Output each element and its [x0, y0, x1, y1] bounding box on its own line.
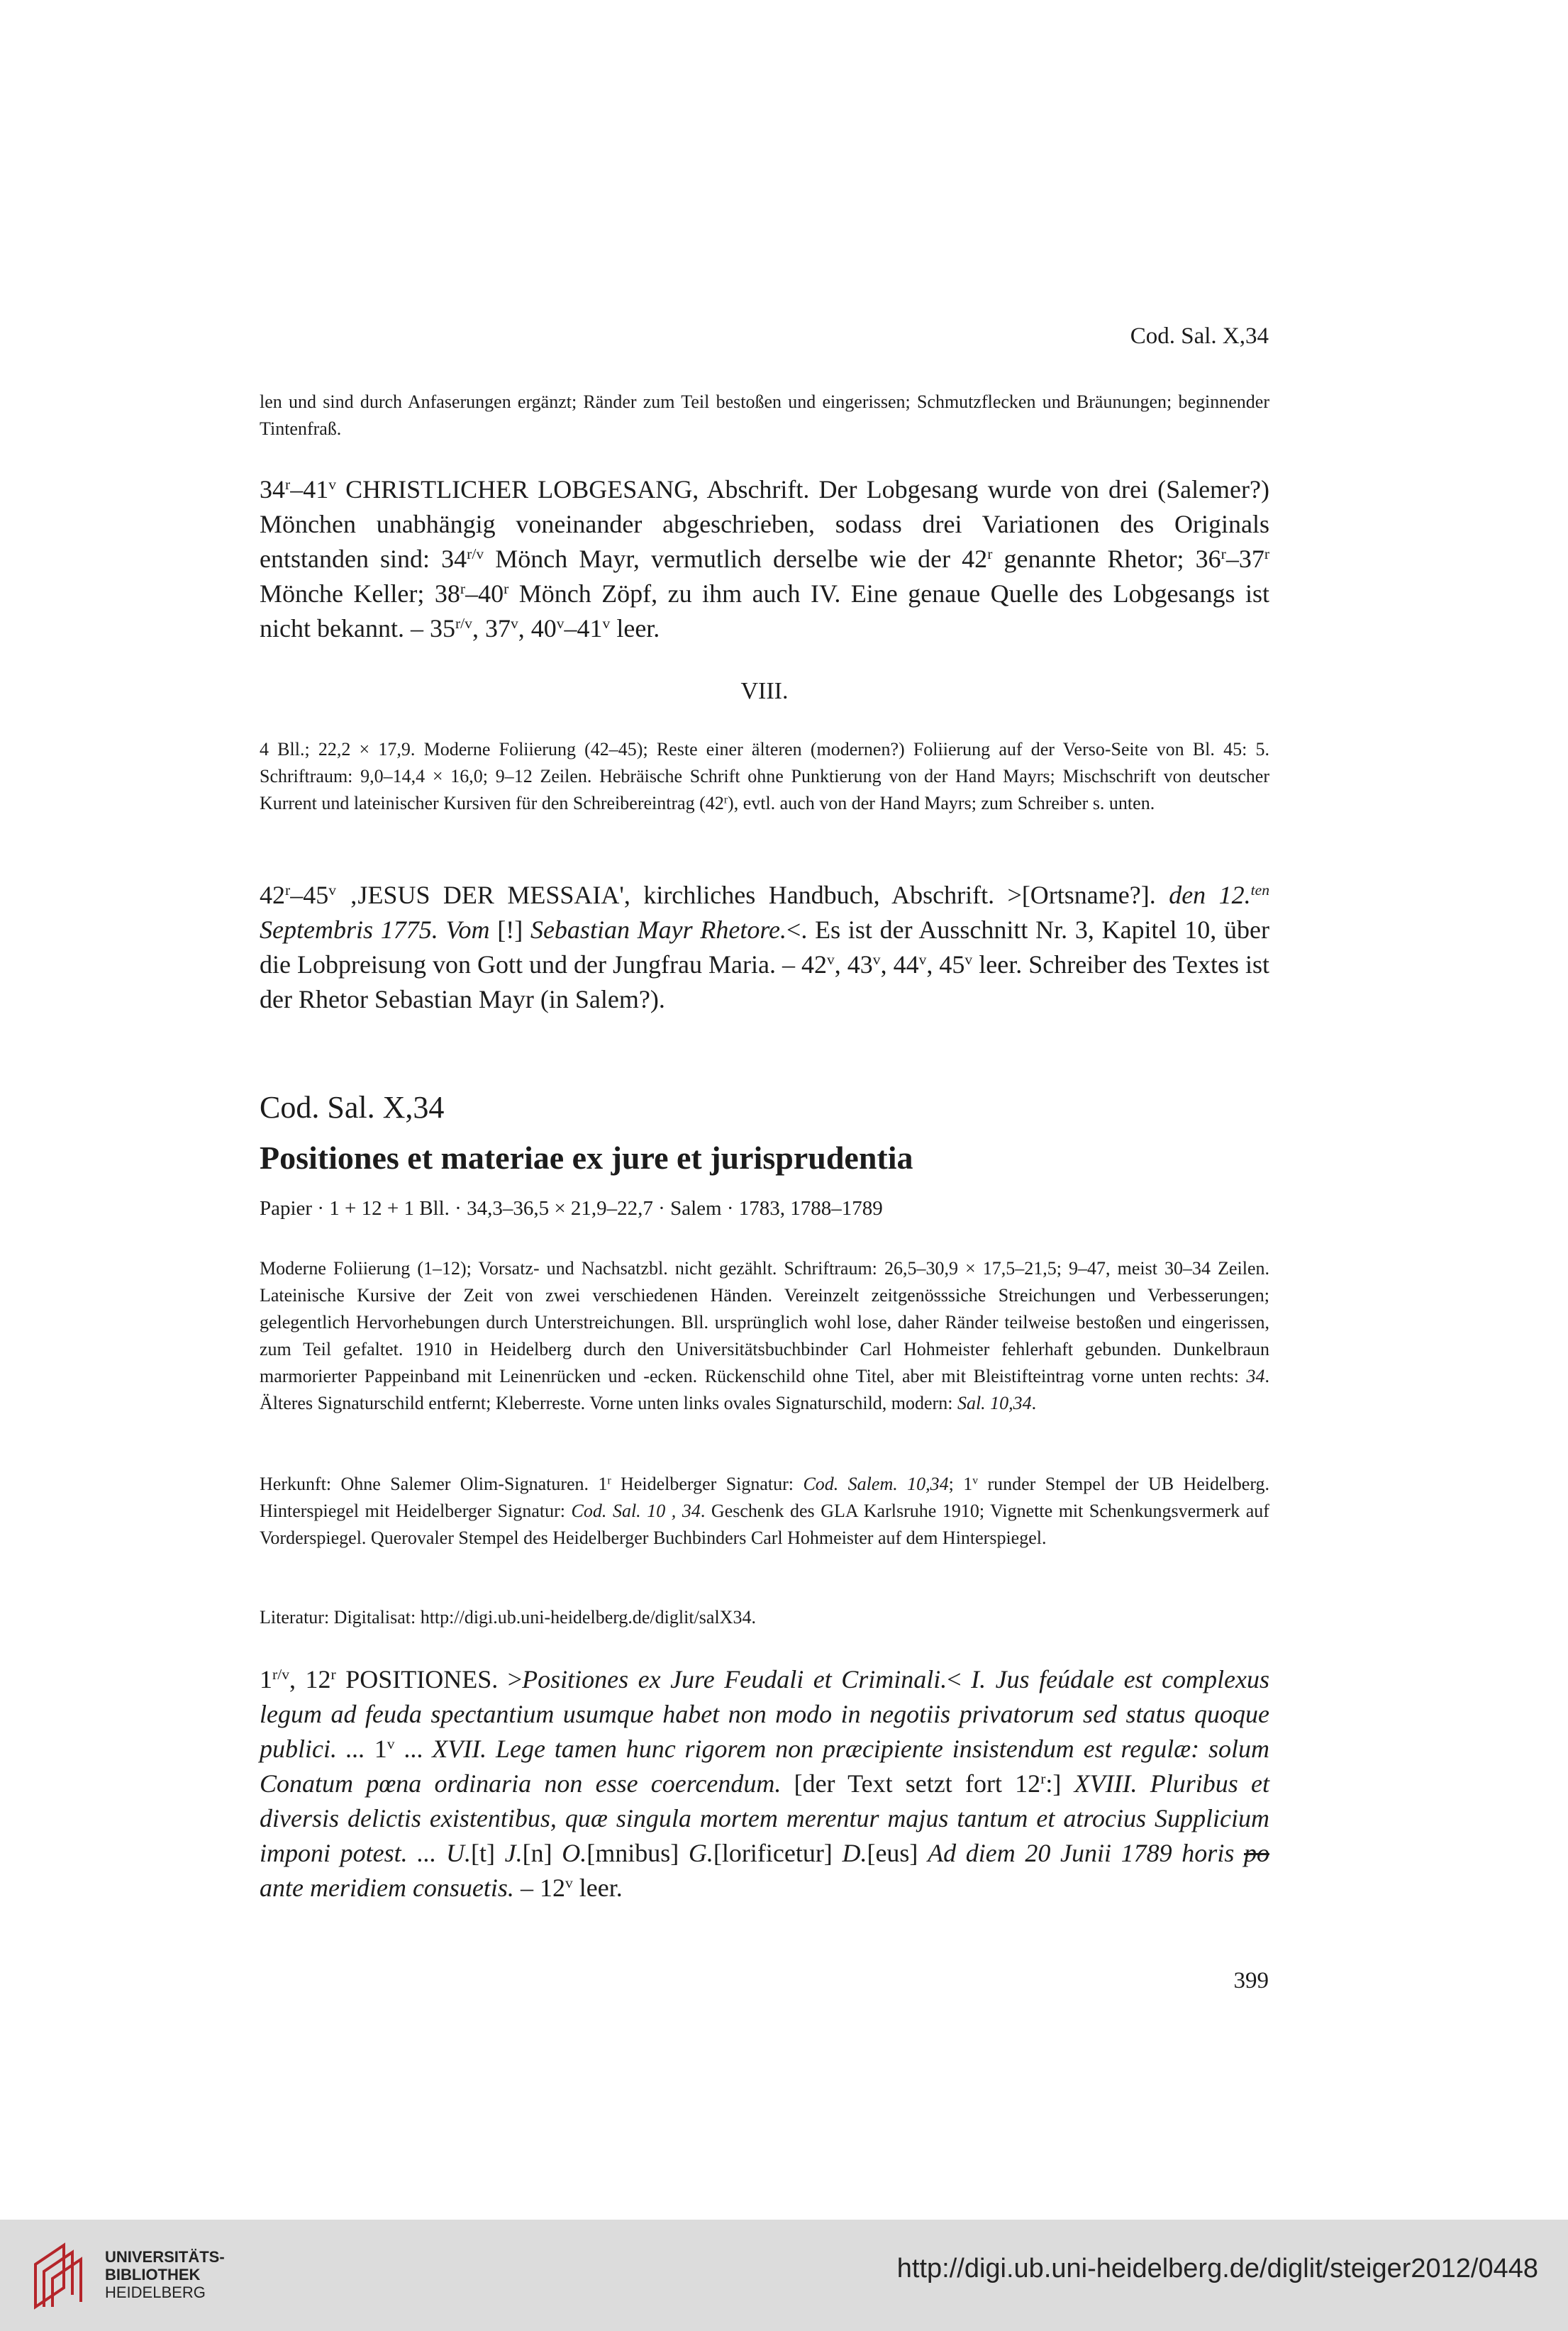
codex-heading: Cod. Sal. X,34	[260, 1090, 445, 1125]
running-head: Cod. Sal. X,34	[1130, 323, 1269, 349]
entry-lobgesang: 34$^r$–41$^v$ CHRISTLICHER LOBGESANG, Abschrift. Der Lobgesang wurde von drei (Salemer?) Mönchen unabhängig voneinander abgeschrieben, sodass drei Variationen des Originals entstanden sind: $34^{r/v}$ Mönch Mayr, vermutlich derselbe wie der 42$^r$ genannte Rhetor; 36$^r$–37$^r$ Mönche Keller; 38$^r$–40$^r$ Mönch Zöpf, zu ihm auch IV. Eine genaue Quelle des Lobgesangs ist nicht bekannt. – $35^{r/v}$, 37$^v$, 40$^v$–41$^v$ leer.	[260, 475, 1270, 642]
footer-url-link[interactable]: http://digi.ub.uni-heidelberg.de/diglit/steiger2012/0448	[896, 2254, 1538, 2283]
continuation-paragraph: len und sind durch Anfaserungen ergänzt; Ränder zum Teil bestoßen und eingerissen; Schmutzflecken und Bräunungen; beginnender Tintenfraß.	[260, 391, 1269, 439]
sup-recto: r	[285, 476, 291, 494]
codex-literature: Literatur: Digitalisat: http://digi.ub.uni-heidelberg.de/diglit/salX34.	[260, 1607, 756, 1628]
codex-provenance: Herkunft: Ohne Salemer Olim-Signaturen. 1$^r$ Heidelberger Signatur: Cod. Salem. 10,34; 1$^v$ runder Stempel der UB Heidelberg. Hinterspiegel mit Heidelberger Signatur: Cod. Sal. 10 , 34. Geschenk des GLA Karlsruhe 1910; Vignette mit Schenkungsvermerk auf Vorderspiegel. Querovaler Stempel des Heidelberger Buchbinders Carl Hohmeister auf dem Hinterspiegel.	[260, 1474, 1270, 1548]
library-logo-text: UNIVERSITÄTS- BIBLIOTHEK HEIDELBERG	[105, 2248, 225, 2301]
section-heading-viii: VIII.	[740, 678, 789, 704]
codex-title: Positiones et materiae ex jure et jurisprudentia	[260, 1140, 913, 1176]
codex-description: Moderne Foliierung (1–12); Vorsatz- und Nachsatzbl. nicht gezählt. Schriftraum: 26,5–30,9 × 17,5–21,5; 9–47, meist 30–34 Zeilen. Lateinische Kursive der Zeit von zwei verschiedenen Händen. Vereinzelt zeitgenösssiche Streichungen und Verbesserungen; gelegentlich Hervorhebungen durch Unterstreichungen. Bll. ursprünglich wohl lose, daher Ränder teilweise bestoßen und eingerissen, zum Teil gefaltet. 1910 in Heidelberg durch den Universitätsbuchbinder Carl Hohmeister fehlerhaft gebunden. Dunkelbraun marmorierter Pappeinband mit Leinenrücken und -ecken. Rückenschild ohne Titel, aber mit Bleistifteintrag vorne unten rechts: 34. Älteres Signaturschild entfernt; Kleberreste. Vorne unten links ovales Signaturschild, modern: Sal. 10,34.	[260, 1258, 1269, 1413]
footer-bar	[0, 2220, 1568, 2331]
page-number: 399	[1233, 1968, 1269, 1993]
entry-positiones: $1^{r/v}$, 12$^r$ POSITIONES. >Positiones ex Jure Feudali et Criminali.< I. Jus feúdale est complexus legum ad feuda spectantium usumque habet non modo in negotiis privatorum sed status quoque publici. ... 1$^v$ ... XVII. Lege tamen hunc rigorem non præcipiente insistendum est regulæ: solum Conatum pœna ordinaria non esse coercendum. [der Text setzt fort 12$^r$:] XVIII. Pluribus et diversis delictis existentibus, quæ singula mortem merentur majus tantum et atrocius Supplicium imponi potest. ... U.[t] J.[n] O.[mnibus] G.[lorificetur] D.[eus] Ad diem 20 Junii 1789 horis po ante meridiem consuetis. – 12$^v$ leer.	[260, 1665, 1270, 1902]
section-viii-description: 4 Bll.; 22,2 × 17,9. Moderne Foliierung (42–45); Reste einer älteren (modernen?) Foliierung auf der Verso-Seite von Bl. 45: 5. Schriftraum: 9,0–14,4 × 16,0; 9–12 Zeilen. Hebräische Schrift ohne Punktierung von der Hand Mayrs; Mischschrift von deutscher Kurrent und lateinischer Kursiven für den Schreibereintrag (42$^r$), evtl. auch von der Hand Mayrs; zum Schreiber s. unten.	[260, 739, 1269, 813]
library-logo-icon	[28, 2240, 92, 2310]
codex-meta: Papier · 1 + 12 + 1 Bll. · 34,3–36,5 × 21,9–22,7 · Salem · 1783, 1788–1789	[260, 1197, 883, 1220]
entry-jesus-der-messaia: 42$^r$–45$^v$ ‚JESUS DER MESSAIA', kirchliches Handbuch, Abschrift. >[Ortsname?]. den 12.$^{ten}$ Septembris 1775. Vom [!] Sebastian Mayr Rhetore.<. Es ist der Ausschnitt Nr. 3, Kapitel 10, über die Lobpreisung von Gott und der Jungfrau Maria. – 42$^v$, 43$^v$, 44$^v$, 45$^v$ leer. Schreiber des Textes ist der Rhetor Sebastian Mayr (in Salem?).	[260, 881, 1270, 1013]
